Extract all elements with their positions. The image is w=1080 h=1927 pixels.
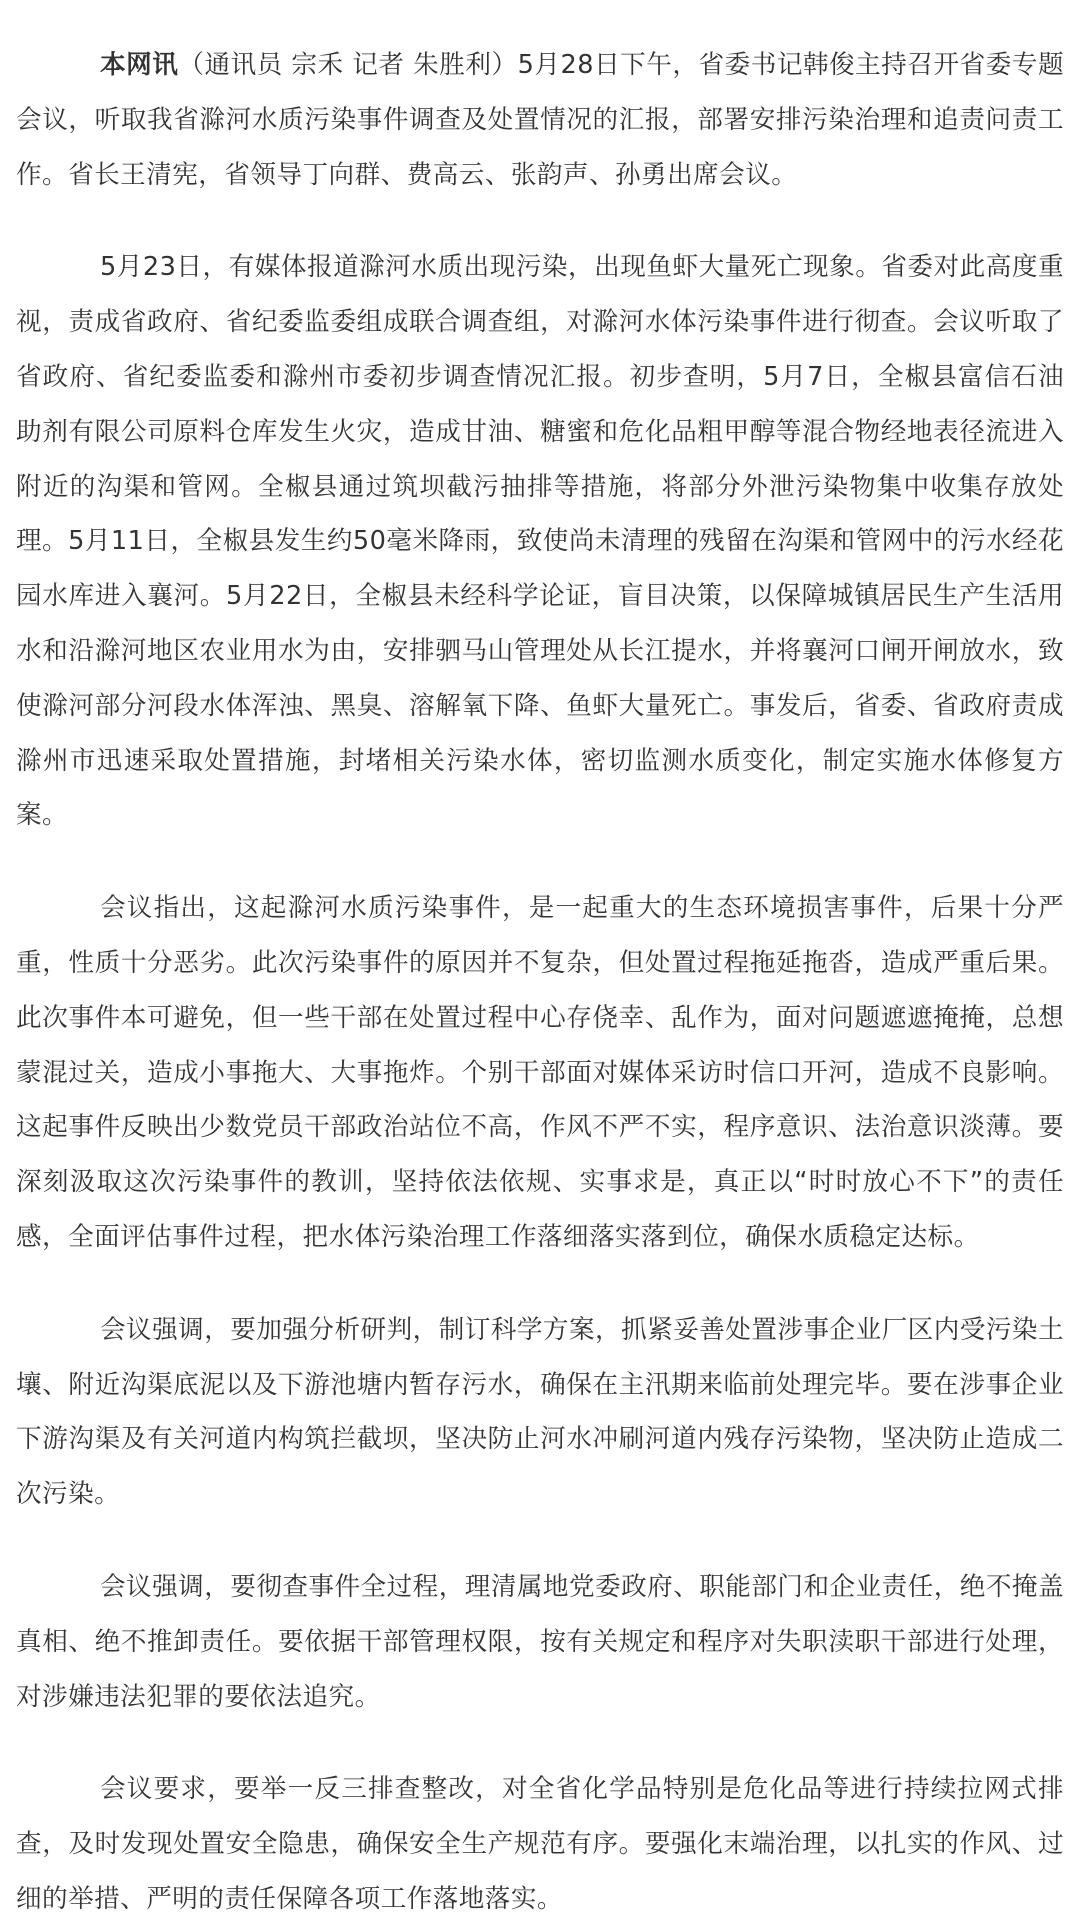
paragraph-meeting-points: 会议指出，这起滁河水质污染事件，是一起重大的生态环境损害事件，后果十分严重，性质十分恶劣。此次污染事件的原因并不复杂，但处置过程拖延拖沓，造成严重后果。此次事件本可避免，但一些干部在处置过程中心存侥幸、乱作为，面对问题遮遮掩掩，总想蒙混过关，造成小事拖大、大事拖炸。个别干部面对媒体采访时信口开河，造成不良影响。这起事件反映出少数党员干部政治站位不高，作风不严不实，程序意识、法治意识淡薄。要深刻汲取这次污染事件的教训，坚持依法依规、实事求是，真正以“时时放心不下”的责任感，全面评估事件过程，把水体污染治理工作落细落实落到位，确保水质稳定达标。 <box>16 893 1064 1252</box>
lead-text: （通讯员 宗禾 记者 朱胜利）5月28日下午，省委书记韩俊主持召开省委专题会议，听取我省滁河水质污染事件调查及处置情况的汇报，部署安排污染治理和追责问责工作。省长王清宪，省领导丁向群、费高云、张韵声、孙勇出席会议。 <box>16 50 1064 190</box>
source-label: 本网讯 <box>100 50 179 80</box>
paragraph-accountability: 会议强调，要彻查事件全过程，理清属地党委政府、职能部门和企业责任，绝不掩盖真相、绝不推卸责任。要依据干部管理权限，按有关规定和程序对失职渎职干部进行处理，对涉嫌违法犯罪的要依法追究。 <box>16 1571 1064 1712</box>
paragraph-treatment: 会议强调，要加强分析研判，制订科学方案，抓紧妥善处置涉事企业厂区内受污染土壤、附近沟渠底泥以及下游池塘内暂存污水，确保在主汛期来临前处理完毕。要在涉事企业下游沟渠及有关河道内构筑拦截坝，坚决防止河水冲刷河道内残存污染物，坚决防止造成二次污染。 <box>16 1314 1064 1510</box>
paragraph-inspection: 会议要求，要举一反三排查整改，对全省化学品特别是危化品等进行持续拉网式排查，及时发现处置安全隐患，确保安全生产规范有序。要强化末端治理，以扎实的作风、过细的举措、严明的责任保障各项工作落地落实。 <box>16 1774 1064 1914</box>
paragraph-incident: 5月23日，有媒体报道滁河水质出现污染，出现鱼虾大量死亡现象。省委对此高度重视，责成省政府、省纪委监委组成联合调查组，对滁河水体污染事件进行彻查。会议听取了省政府、省纪委监委和滁州市委初步调查情况汇报。初步查明，5月7日，全椒县富信石油助剂有限公司原料仓库发生火灾，造成甘油、糖蜜和危化品粗甲醇等混合物经地表径流进入附近的沟渠和管网。全椒县通过筑坝截污抽排等措施，将部分外泄污染物集中收集存放处理。5月11日，全椒县发生约50毫米降雨，致使尚未清理的残留在沟渠和管网中的污水经花园水库进入襄河。5月22日，全椒县未经科学论证，盲目决策，以保障城镇居民生产生活用水和沿滁河地区农业用水为由，安排驷马山管理处从长江提水，并将襄河口闸开闸放水，致使滁河部分河段水体浑浊、黑臭、溶解氧下降、鱼虾大量死亡。事发后，省委、省政府责成滁州市迅速采取处置措施，封堵相关污染水体，密切监测水质变化，制定实施水体修复方案。 <box>16 252 1064 831</box>
paragraph-lead <box>16 38 1064 202</box>
